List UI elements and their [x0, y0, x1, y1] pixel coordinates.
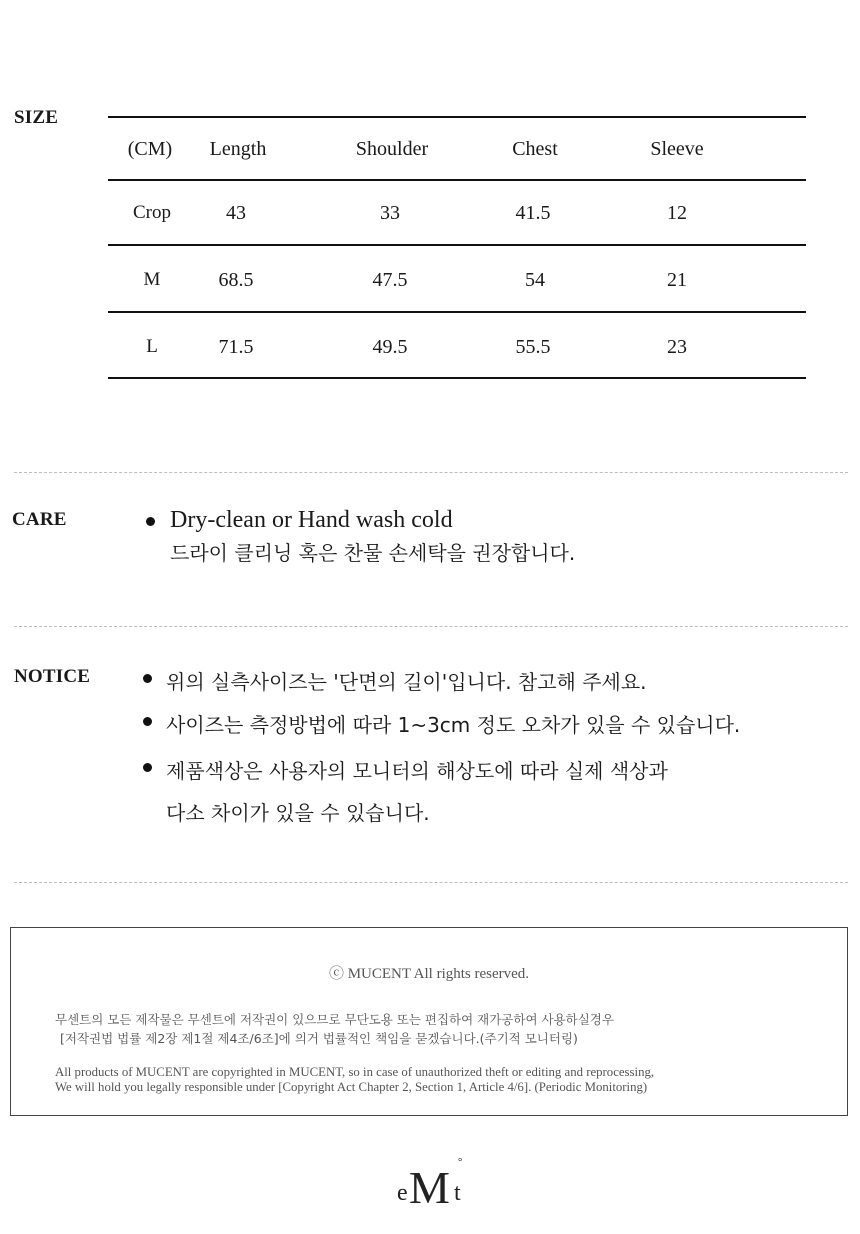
header-unit: (CM)	[127, 138, 173, 160]
logo-letter-e: e	[397, 1180, 408, 1206]
notice-item-continuation: 다소 차이가 있을 수 있습니다.	[166, 801, 430, 825]
care-text-kr: 드라이 클리닝 혹은 찬물 손세탁을 권장합니다.	[170, 541, 576, 565]
header-sleeve: Sleeve	[650, 138, 704, 160]
care-text-en: Dry-clean or Hand wash cold	[170, 507, 453, 533]
care-section-label: CARE	[12, 509, 67, 530]
header-chest: Chest	[512, 138, 558, 160]
notice-item-text: 제품색상은 사용자의 모니터의 해상도에 따라 실제 색상과	[166, 759, 668, 783]
row-length: 43	[226, 202, 246, 224]
row-chest: 54	[525, 269, 545, 291]
notice-item-text: 사이즈는 측정방법에 따라 1~3cm 정도 오차가 있을 수 있습니다.	[166, 713, 741, 737]
copyright-en-line2: We will hold you legally responsible under [Copyright Act Chapter 2, Section 1, Article 4/6]. (Periodic Monitoring)	[55, 1080, 648, 1094]
row-chest: 55.5	[515, 336, 551, 358]
notice-item-text: 위의 실측사이즈는 '단면의 길이'입니다. 참고해 주세요.	[166, 670, 647, 694]
row-chest: 41.5	[515, 202, 551, 224]
bullet-icon	[143, 717, 152, 726]
table-rule	[108, 179, 806, 181]
row-shoulder: 49.5	[372, 336, 408, 358]
bullet-icon	[143, 763, 152, 772]
row-shoulder: 33	[380, 202, 400, 224]
row-size-label: L	[146, 336, 158, 357]
row-length: 68.5	[218, 269, 254, 291]
header-shoulder: Shoulder	[355, 138, 429, 160]
bullet-icon	[146, 517, 155, 526]
row-shoulder: 47.5	[372, 269, 408, 291]
row-length: 71.5	[218, 336, 254, 358]
logo-letter-t: t	[454, 1180, 461, 1206]
section-divider	[14, 626, 848, 627]
notice-section-label: NOTICE	[14, 666, 91, 687]
copyright-kr-line1: 무센트의 모든 제작물은 무센트에 저작권이 있으므로 무단도용 또는 편집하여 재가공하여 사용하실경우	[55, 1012, 614, 1027]
header-length: Length	[209, 138, 267, 160]
copyright-line: ⓒ MUCENT All rights reserved.	[328, 966, 530, 982]
section-divider	[14, 472, 848, 473]
section-divider	[14, 882, 848, 883]
row-sleeve: 23	[667, 336, 687, 358]
bullet-icon	[143, 674, 152, 683]
size-section-label: SIZE	[14, 107, 59, 128]
logo-dot: °	[458, 1156, 463, 1168]
row-size-label: Crop	[133, 202, 171, 223]
row-size-label: M	[143, 269, 161, 290]
table-top-rule	[108, 116, 806, 118]
copyright-box	[10, 927, 848, 1116]
brand-logo	[392, 1158, 472, 1218]
row-sleeve: 21	[667, 269, 687, 291]
table-rule	[108, 311, 806, 313]
table-rule	[108, 244, 806, 246]
copyright-en-line1: All products of MUCENT are copyrighted in MUCENT, so in case of unauthorized theft or editing and reprocessing,	[55, 1065, 655, 1079]
table-bottom-rule	[108, 377, 806, 379]
copyright-kr-line2: [저작권법 법률 제2장 제1절 제4조/6조]에 의거 법률적인 책임을 묻겠습니다.(주기적 모니터링)	[60, 1031, 578, 1046]
logo-letter-m: M	[409, 1162, 450, 1213]
row-sleeve: 12	[667, 202, 687, 224]
